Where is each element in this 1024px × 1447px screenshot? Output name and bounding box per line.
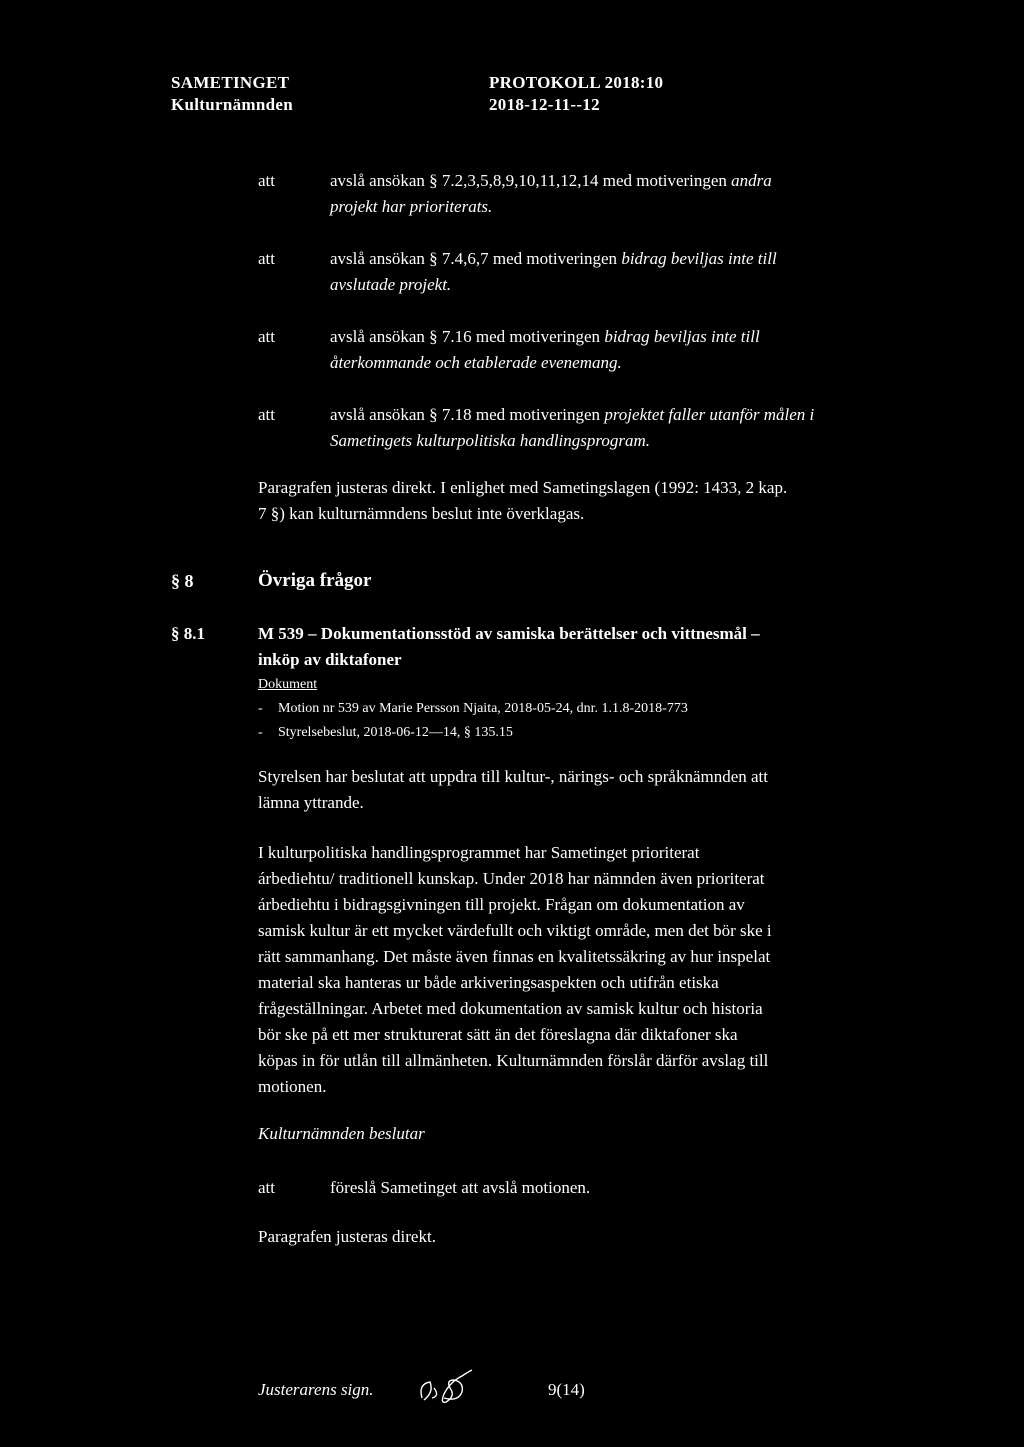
decision-main-text: avslå ansökan § 7.16 med motiveringen [330, 327, 605, 346]
decision-main-text: avslå ansökan § 7.18 med motiveringen [330, 405, 605, 424]
paragraph-line: bör ske på ett mer strukturerat sätt än det föreslagna där diktafoner ska [258, 1025, 738, 1044]
header-org: SAMETINGET [171, 73, 290, 92]
signature-initials [410, 1362, 490, 1410]
document-item [258, 721, 918, 745]
paragraph-line: árbediehtu/ traditionell kunskap. Under 2018 har nämnden även prioriterat [258, 869, 765, 888]
decision-text [330, 246, 777, 298]
decision-motivation: andra [731, 171, 772, 190]
decision-item [258, 246, 898, 298]
paragraph-line: Styrelsen har beslutat att uppdra till kultur-, närings- och språknämnden att [258, 767, 768, 786]
header-protocol: PROTOKOLL 2018:10 [489, 73, 664, 92]
paragraph-line: material ska hanteras ur både arkiveringsaspekten och utifrån etiska [258, 973, 719, 992]
decision-text [330, 168, 772, 220]
decision-text: föreslå Sametinget att avslå motionen. [330, 1178, 591, 1197]
paragraph-line: lämna yttrande. [258, 793, 364, 812]
paragraph-line: samisk kultur är ett mycket värdefullt och viktigt område, men det bör ske i [258, 921, 772, 940]
decision-motivation-cont: avslutade projekt. [330, 275, 452, 294]
section-81-number: § 8.1 [171, 624, 205, 643]
decision-label: att [258, 249, 275, 268]
decision-label: att [258, 1178, 275, 1197]
closing-note: Paragrafen justeras direkt. [258, 1227, 436, 1246]
section-81-title-line: inköp av diktafoner [258, 650, 402, 669]
document-list [258, 697, 918, 745]
decision-item [258, 402, 898, 454]
document-item-text: Motion nr 539 av Marie Persson Njaita, 2018-05-24, dnr. 1.1.8-2018-773 [278, 701, 688, 716]
section-8-number: § 8 [171, 571, 194, 591]
document-item [258, 697, 918, 721]
decision-motivation: projektet faller utanför målen i [604, 405, 815, 424]
header-committee: Kulturnämnden [171, 95, 293, 114]
decision-label: att [258, 171, 275, 190]
decision-text [330, 402, 814, 454]
paragraph-note-line: 7 §) kan kulturnämndens beslut inte överklagas. [258, 504, 585, 523]
final-decision [258, 1175, 590, 1201]
paragraph-2 [258, 840, 938, 1100]
decision-label: att [258, 405, 275, 424]
decision-motivation: bidrag beviljas inte till [621, 249, 777, 268]
decision-motivation: bidrag beviljas inte till [604, 327, 760, 346]
paragraph-note [258, 475, 918, 527]
section-81-body [258, 621, 918, 745]
decision-main-text: avslå ansökan § 7.4,6,7 med motiveringen [330, 249, 622, 268]
page-number: 9(14) [548, 1380, 585, 1399]
section-81-title-line: M 539 – Dokumentationsstöd av samiska berättelser och vittnesmål – [258, 624, 760, 643]
decision-list [258, 168, 898, 454]
paragraph-line: rätt sammanhang. Det måste även finnas en kvalitetssäkring av hur inspelat [258, 947, 771, 966]
decision-motivation-cont: projekt har prioriterats. [330, 197, 493, 216]
document-item-text: Styrelsebeslut, 2018-06-12—14, § 135.15 [278, 725, 513, 740]
decision-motivation-cont: återkommande och etablerade evenemang. [330, 353, 622, 372]
list-dash: - [258, 701, 263, 716]
decision-item [258, 324, 898, 376]
section-8-title: Övriga frågor [258, 570, 372, 591]
decision-label: att [258, 327, 275, 346]
paragraph-line: frågeställningar. Arbetet med dokumentation av samisk kultur och historia [258, 999, 763, 1018]
paragraph-line: motionen. [258, 1077, 327, 1096]
decision-item [258, 168, 898, 220]
document-heading: Dokument [258, 677, 318, 692]
header-dates: 2018-12-11--12 [489, 95, 600, 114]
paragraph-note-line: Paragrafen justeras direkt. I enlighet med Sametingslagen (1992: 1433, 2 kap. [258, 478, 788, 497]
decision-main-text: avslå ansökan § 7.2,3,5,8,9,10,11,12,14 med motiveringen [330, 171, 732, 190]
paragraph-line: köpas in för utlån till allmänheten. Kulturnämnden förslår därför avslag till [258, 1051, 769, 1070]
decision-motivation-cont: Sametingets kulturpolitiska handlingsprogram. [330, 431, 651, 450]
list-dash: - [258, 725, 263, 740]
decision-text [330, 324, 760, 376]
paragraph-line: árbediehtu i bidragsgivningen till projekt. Frågan om dokumentation av [258, 895, 745, 914]
paragraph-1 [258, 764, 918, 816]
signature-label: Justerarens sign. [258, 1380, 374, 1399]
decision-heading: Kulturnämnden beslutar [258, 1124, 425, 1143]
paragraph-line: I kulturpolitiska handlingsprogrammet har Sametinget prioriterat [258, 843, 700, 862]
section-81-title [258, 621, 918, 673]
